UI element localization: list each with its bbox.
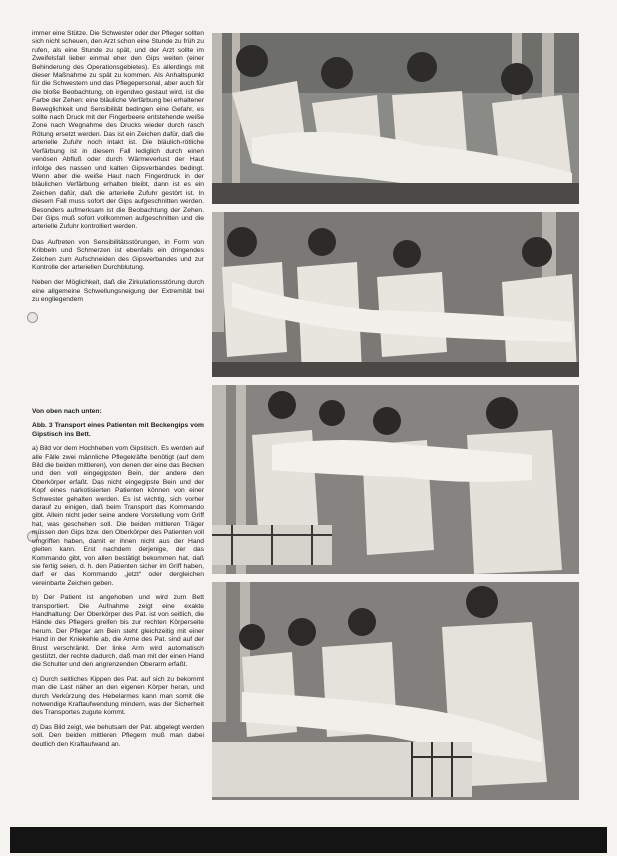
caption-item: d) Das Bild zeigt, wie behutsam der Pat. abgelegt werden soll. Den beiden mittleren Pflegern muß man dabei deutlich den Kraftaufwand an. [32, 723, 204, 748]
caption-title: Abb. 3 Transport eines Patienten mit Beckengips vom Gipstisch ins Bett. [32, 422, 204, 438]
paragraph: Das Auftreten von Sensibilitätsstörungen, in Form von Kribbeln und Schmerzen ist ebenfalls ein dringendes Zeichen zum Aufschneiden des Gipsverbandes und zur Kontrolle der arteriellen Durchblutung. [32, 238, 204, 271]
photo-transport-d [212, 582, 579, 800]
figure-caption [32, 408, 204, 755]
caption-heading: Von oben nach unten: [32, 408, 102, 415]
photo-transport-c [212, 385, 579, 574]
left-column-text [32, 30, 204, 312]
binder-hole [27, 312, 38, 323]
photo-transport-b [212, 212, 579, 377]
caption-item: c) Durch seitliches Kippen des Pat. auf sich zu bekommt man die Last näher an den eigenen Körper heran, und durch Verkürzung des Hebelarmes kann man somit die notwendige Kraftaufwendung mindern, was der Sicherheit des Transportes zugute kommt. [32, 675, 204, 717]
footer-bar [10, 827, 607, 853]
caption-item: b) Der Patient ist angehoben und wird zum Bett transportiert. Die Aufnahme zeigt eine exakte Handhaltung: Der Oberkörper des Pat. ist von seitlich, die Hände des Pflegers greifen bis zur rechten Körperseite herum. Der Pfleger am Bein steht gleichzeitig mit einer Hand in der Kniekehle ab, die Arme des Pat. sind auf der Brust verschränkt. Der linke Arm wird automatisch gestützt, der rechte dadurch, daß man mit der einen Hand die Schulter und den angrenzenden Oberarm erfaßt. [32, 594, 204, 669]
paragraph: Neben der Möglichkeit, daß die Zirkulationsstörung durch eine allgemeine Schwellungsneigung der Extremität bei zu engliegendem [32, 279, 204, 304]
caption-item: a) Bild vor dem Hochheben vom Gipstisch. Es werden auf alle Fälle zwei männliche Pflegekräfte benötigt (auf dem Bild die beiden mittleren), von denen der eine das Becken und den voll eingegipsten Bein, der andere den Oberkörper erfaßt. Das nicht eingegipste Bein und der Kopf eines narkotisierten Patienten können von einer Schwester gehalten werden. Es ist wichtig, sich vorher darauf zu einigen, daß beim Transport das Kommando gibt. Allein nicht jeder seine andere Vorstellung vom Griff hat, was geschehen soll. Die beiden mittleren Träger müssen den Gips bzw. den Oberkörper des Patienten voll umgriffen haben, damit er ihnen nicht aus der Hand gleiten kann. Erst nachdem derjenige, der das Kommando gibt, von allen bestätigt bekommen hat, daß sie fertig seien, d. h. den Patienten sicher im Griff haben, darf er das Kommando „jetzt“ oder dergleichen vereinbarte Zeichen geben. [32, 445, 204, 587]
photo-transport-a [212, 33, 579, 204]
paragraph: immer eine Stütze. Die Schwester oder der Pfleger sollten sich nicht scheuen, den Arzt schon eine Stunde zu früh zu rufen, als eine Stunde zu spät, und der Arzt sollte im Zweifelsfall lieber einmal eher den Gips weiten (einer Behinderung des Operationsgebietes). Es allerdings mit dieser Maßnahme zu spät zu kommen. Als Anhaltspunkt für die Schwestern und das Pflegepersonal, aber auch für die bloße Beobachtung, ob irgendwo gestaut wird, ist die Farbe der Zehen: eine bläuliche Verfärbung bei erhaltener Beweglichkeit und Sensibilität bedingen eine Gefahr, es sollte nach Druck mit der Fingerbeere entstehende weiße Zone nach Wegnahme des Drucks wieder durch rasch Rötung ersetzt werden. Das ist ein Zeichen dafür, daß die arterielle Zufuhr noch intakt ist. Die bläulich-rötliche Verfärbung ist in diesem Fall lediglich durch einen venösen Abfluß oder durch Wärmeverlust der Haut infolge des nassen und kalten Gipsverbandes bedingt. Wenn aber die weiße Haut nach Fingerdruck in der bläulichen Verfärbung erhalten bleibt, dann ist es ein Zeichen dafür, daß die arterielle Zufuhr gestört ist. In diesem Fall muss sofort der Gips aufgeschnitten werden. Besonders aufmerksam ist die Beobachtung der Zehen. Der Gips muß sofort vollkommen aufgeschnitten und die arterielle Zufuhr kontrolliert werden. [32, 30, 204, 231]
